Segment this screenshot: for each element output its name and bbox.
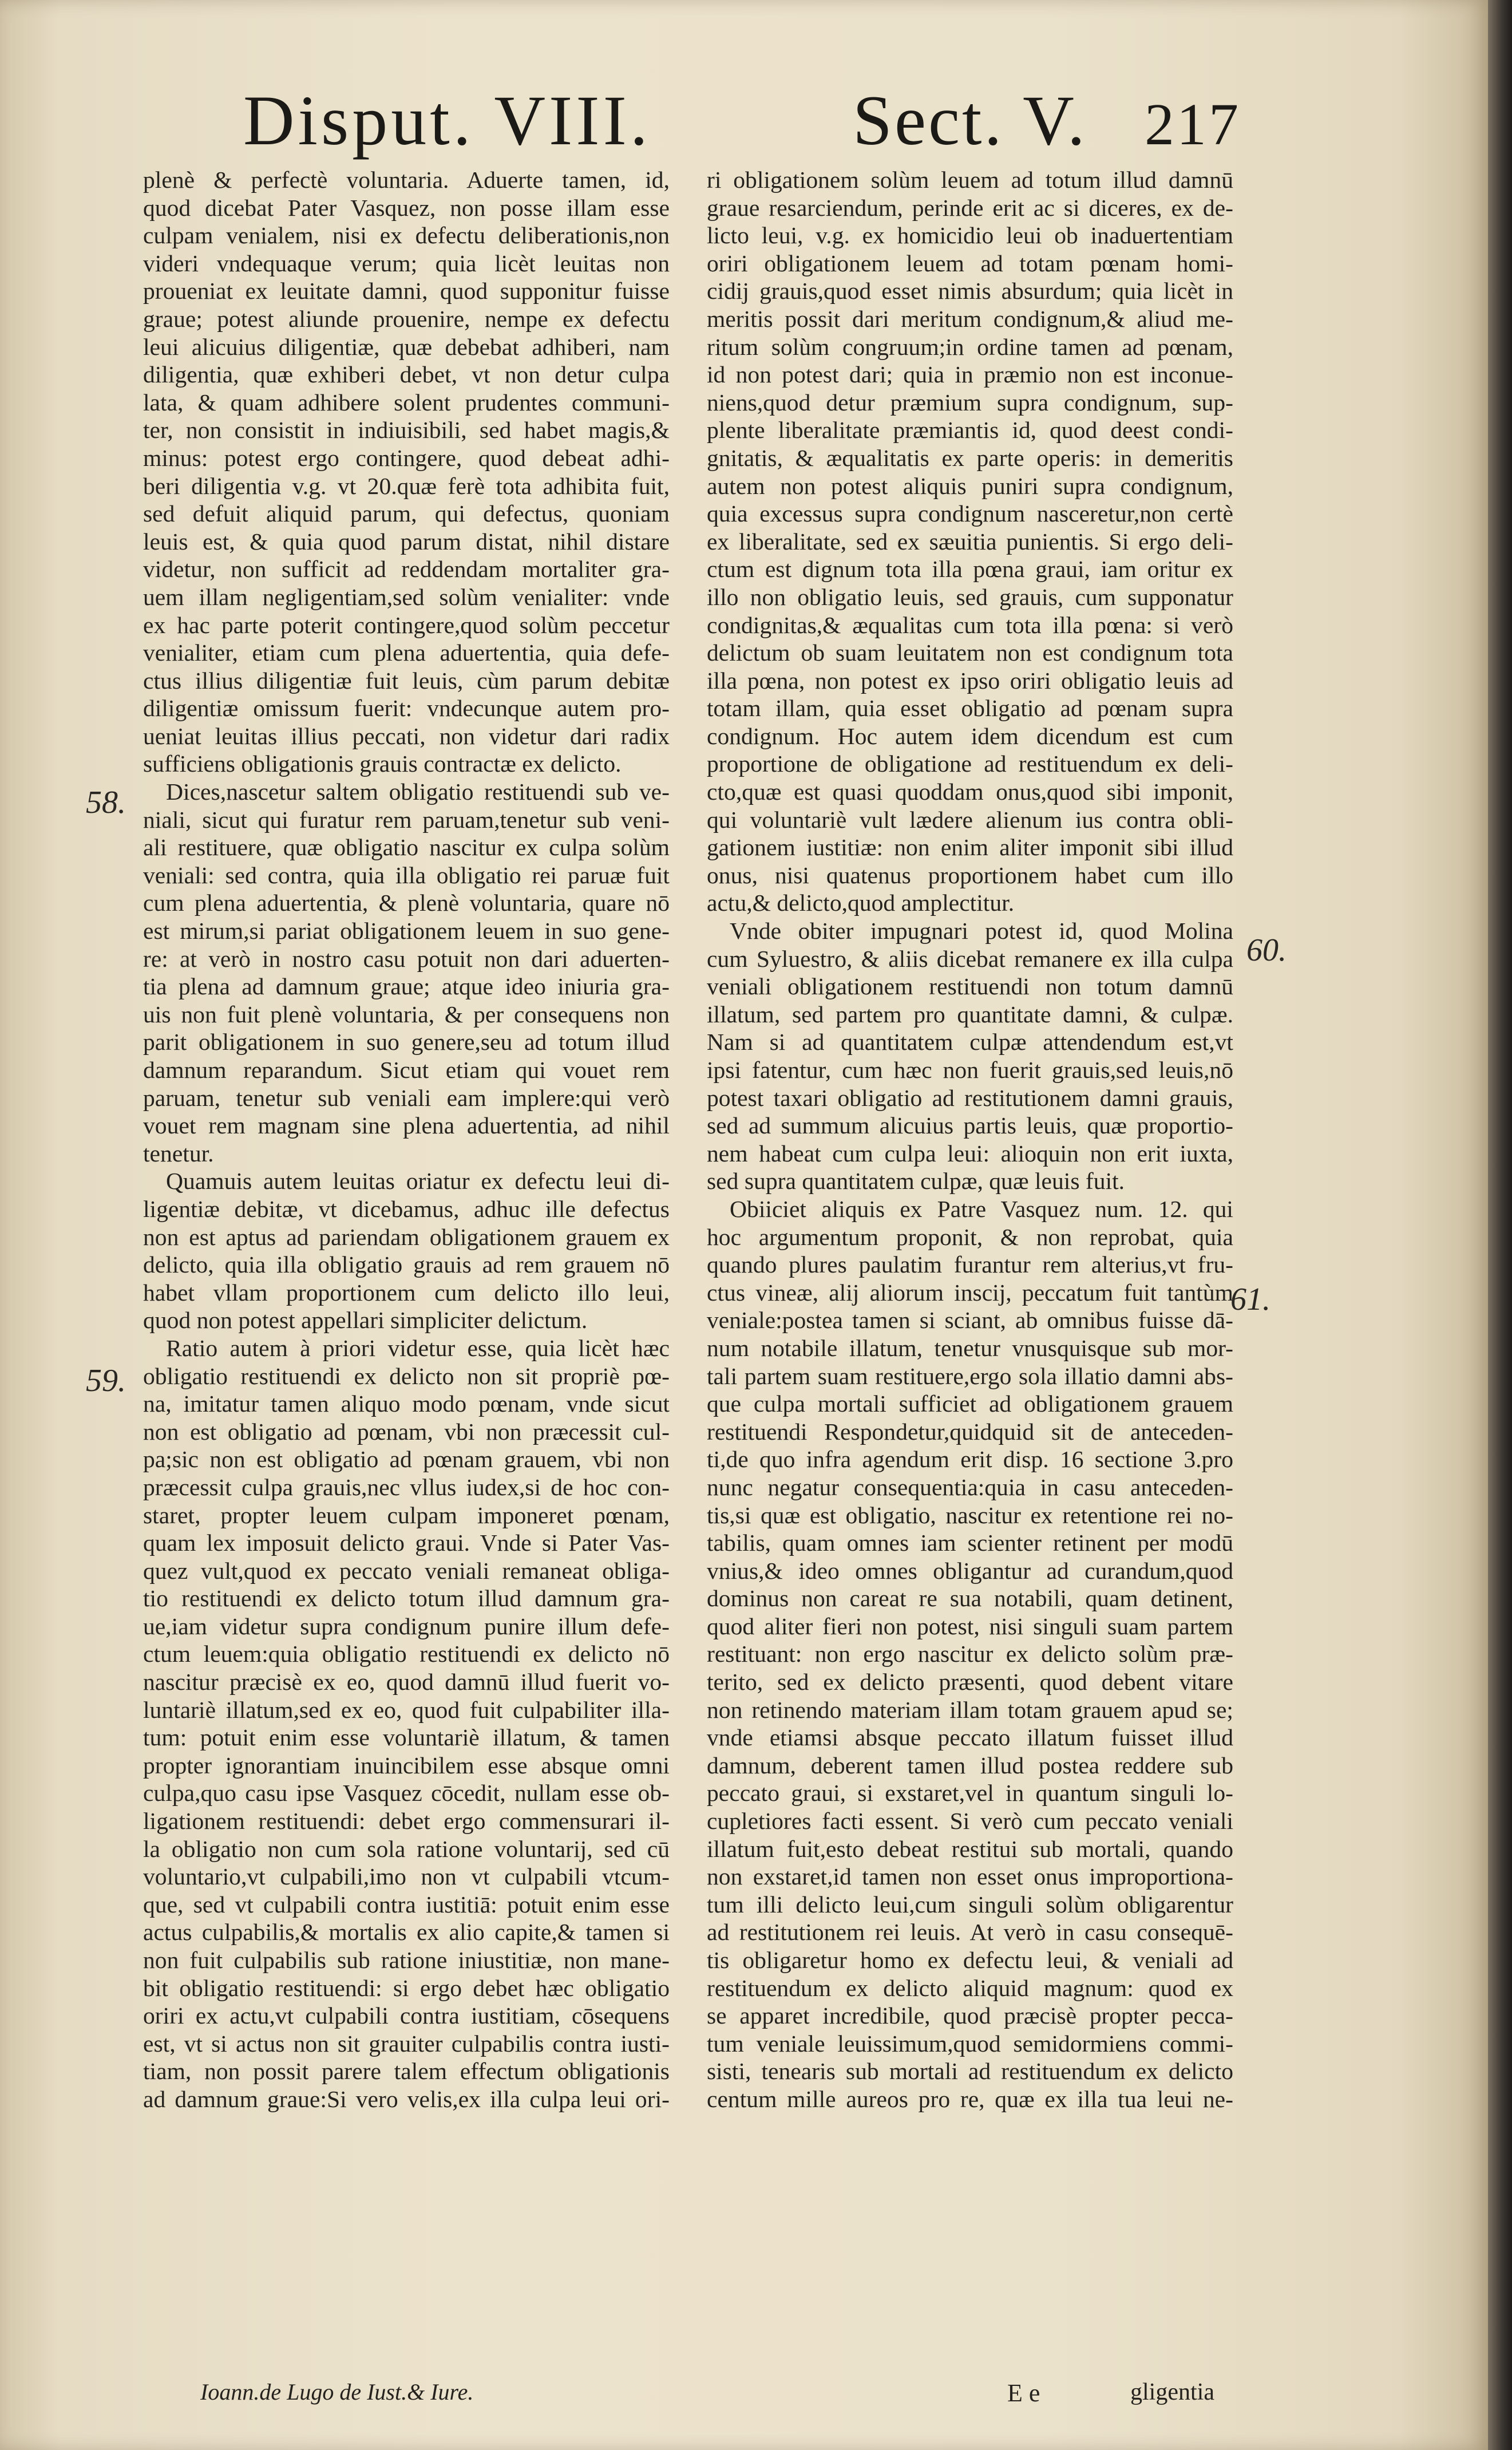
text-line: tali partem suam restituere,ergo sola illatio damni abs-: [707, 1362, 1233, 1389]
text-line: diligentia, quæ exhiberi debet, vt non detur culpa: [143, 361, 670, 388]
text-line: habet vllam proportionem cum delicto illo leui,: [143, 1279, 670, 1306]
text-line: condignum. Hoc autem idem dicendum est cum: [707, 722, 1233, 749]
text-line: diligentiæ omissum fuerit: vndecunque autem pro-: [143, 695, 670, 722]
text-line: videri vndequaque verum; quia licèt leuitas non: [143, 250, 670, 276]
right-text-column: [707, 166, 1233, 2113]
text-line: cto,quæ est quasi quoddam onus,quod sibi imponit,: [707, 779, 1233, 805]
text-line: beri diligentia v.g. vt 20.quæ ferè tota adhibita fuit,: [143, 472, 670, 499]
margin-number-59: 59.: [86, 1363, 126, 1398]
text-line: Vnde obiter impugnari potest id, quod Molina: [730, 918, 1233, 945]
text-line: staret, propter leuem culpam imponeret pœnam,: [143, 1501, 670, 1528]
text-line: ex hac parte poterit contingere,quod solùm peccetur: [143, 611, 670, 638]
page-number: 217: [1145, 92, 1241, 157]
text-line: sed ad summum alicuius partis leuis, quæ proportio-: [707, 1112, 1233, 1139]
text-line: quod dicebat Pater Vasquez, non posse illam esse: [143, 194, 670, 221]
text-line: cum plena aduertentia, & plenè voluntaria, quare nō: [143, 890, 670, 916]
text-line: voluntario,vt culpabili,imo non vt culpabili vtcum-: [143, 1863, 670, 1890]
text-line: sufficiens obligationis grauis contractæ ex delicto.: [143, 750, 622, 777]
text-line: tum: potuit enim esse voluntariè illatum, & tamen: [143, 1724, 670, 1751]
text-line: obligatio restituendi ex delicto non sit propriè pœ-: [143, 1362, 670, 1389]
page-edge-shadow: [1488, 0, 1512, 2450]
text-line: dominus non careat re sua notabili, quam detinent,: [707, 1585, 1233, 1612]
text-line: que, sed vt culpabili contra iustitiā: potuit enim esse: [143, 1891, 670, 1918]
footer-running-title: Ioann.de Lugo de Iust.& Iure.: [200, 2379, 474, 2405]
text-line: ctum est dignum tota illa pœna graui, iam oritur ex: [707, 556, 1233, 583]
text-line: culpa,quo casu ipse Vasquez cōcedit, nullam esse ob-: [143, 1780, 670, 1807]
text-line: illatum, sed partem pro quantitate damni, & culpæ.: [707, 1001, 1233, 1028]
text-line: oriri ex actu,vt culpabili contra iustitiam, cōsequens: [143, 2002, 670, 2029]
text-line: peccato graui, si exstaret,vel in quantum singuli lo-: [707, 1780, 1233, 1807]
text-line: Ratio autem à priori videtur esse, quia licèt hæc: [166, 1334, 670, 1361]
text-line: luntariè illatum,sed ex eo, quod fuit culpabiliter illa-: [143, 1696, 670, 1723]
text-line: ctum leuem:quia obligatio restituendi ex delicto nō: [143, 1641, 670, 1667]
text-line: id non potest dari; quia in præmio non est inconue-: [707, 361, 1233, 388]
text-line: terito, sed ex delicto præsenti, quod debent vitare: [707, 1669, 1233, 1696]
text-line: proportione de obligatione ad restituendum ex deli-: [707, 750, 1233, 777]
text-line: Obiiciet aliquis ex Patre Vasquez num. 12. qui: [730, 1195, 1233, 1222]
text-line: uis non fuit plenè voluntaria, & per consequens non: [143, 1001, 670, 1028]
text-line: non exstaret,id tamen non esset onus improportiona-: [707, 1863, 1233, 1890]
text-line: ipsi fatentur, cum hæc non fuerit grauis,sed leuis,nō: [707, 1057, 1233, 1083]
text-line: ue,iam videtur supra condignum punire illum defe-: [143, 1613, 670, 1639]
text-line: nascitur præcisè ex eo, quod damnū illud fuerit vo-: [143, 1669, 670, 1696]
text-line: damnum reparandum. Sicut etiam qui vouet rem: [143, 1057, 670, 1083]
text-line: vnde etiamsi absque peccato illatum fuisset illud: [707, 1724, 1233, 1751]
text-line: uem illam negligentiam,sed solùm venialiter: vnde: [143, 583, 670, 610]
text-line: cidij grauis,quod esset nimis absurdum; quia licèt in: [707, 278, 1233, 305]
text-line: gnitatis, & æqualitatis ex parte operis: in demeritis: [707, 444, 1233, 471]
text-line: est mirum,si pariat obligationem leuem in suo gene-: [143, 918, 670, 945]
text-line: tis obligaretur homo ex defectu leui, & veniali ad: [707, 1947, 1233, 1973]
text-line: la obligatio non cum sola ratione voluntarij, sed cū: [143, 1835, 670, 1862]
text-line: tabilis, quam omnes iam scienter retinent per modū: [707, 1530, 1233, 1556]
text-line: paruam, tenetur sub veniali eam implere:qui verò: [143, 1084, 670, 1111]
text-line: ad restitutionem rei leuis. At verò in casu consequē-: [707, 1919, 1233, 1946]
text-line: ex liberalitate, sed ex sæuitia punientis. Si ergo deli-: [707, 528, 1233, 555]
text-line: re: at verò in nostro casu potuit non dari aduerten-: [143, 945, 670, 972]
text-line: ali restituere, quæ obligatio nascitur ex culpa solùm: [143, 834, 670, 861]
text-line: ter, non consistit in indiuisibili, sed habet magis,&: [143, 417, 670, 444]
text-line: Nam si ad quantitatem culpæ attendendum est,vt: [707, 1029, 1233, 1056]
footer-signature-mark: E e: [1007, 2379, 1040, 2407]
text-line: quia excessus supra condignum nasceretur,non certè: [707, 500, 1233, 527]
margin-number-61: 61.: [1230, 1282, 1270, 1317]
text-line: sed defuit aliquid parum, qui defectus, quoniam: [143, 500, 670, 527]
text-line: illatum fuit,esto debeat restitui sub mortali, quando: [707, 1835, 1233, 1862]
text-line: restituendi Respondetur,quidquid sit de anteceden-: [707, 1418, 1233, 1445]
text-line: non fuit culpabilis sub ratione iniustitiæ, non mane-: [143, 1947, 670, 1973]
text-line: quando plures paulatim furantur rem alterius,vt fru-: [707, 1251, 1233, 1278]
text-line: culpam venialem, nisi ex defectu deliberationis,non: [143, 222, 670, 249]
text-line: plente liberalitate præmiantis id, quod deest condi-: [707, 417, 1233, 444]
text-line: ctus illius diligentiæ fuit leuis, cùm parum debitæ: [143, 667, 670, 694]
text-line: sisti, tenearis sub mortali ad restituendum ex delicto: [707, 2058, 1233, 2085]
text-line: nem habeat cum culpa leui: alioquin non erit iuxta,: [707, 1140, 1233, 1167]
text-line: tia plena ad damnum graue; atque ideo iniuria gra-: [143, 973, 670, 1000]
text-line: totam illam, quia esset obligatio ad pœnam supra: [707, 695, 1233, 722]
text-line: bit obligatio restituendi: si ergo debet hæc obligatio: [143, 1974, 670, 2001]
text-line: proueniat ex leuitate damni, quod supponitur fuisse: [143, 278, 670, 305]
text-line: pa;sic non est obligatio ad pœnam grauem, vbi non: [143, 1446, 670, 1473]
text-line: veniale:postea tamen si sciant, ab omnibus fuisse dā-: [707, 1307, 1233, 1334]
text-line: ueniat leuitas illius peccati, non videtur dari radix: [143, 722, 670, 749]
text-line: vouet rem magnam sine plena aduertentia, ad nihil: [143, 1112, 670, 1139]
text-line: minus: potest ergo contingere, quod debeat adhi-: [143, 444, 670, 471]
text-line: niens,quod detur præmium supra condignum, sup-: [707, 389, 1233, 416]
text-line: graue; potest aliunde prouenire, nempe ex defectu: [143, 305, 670, 332]
margin-number-60: 60.: [1246, 932, 1287, 968]
text-line: ti,de quo infra agendum erit disp. 16 sectione 3.pro: [707, 1446, 1233, 1473]
text-line: plenè & perfectè voluntaria. Aduerte tamen, id,: [143, 167, 670, 193]
text-line: hoc argumentum proponit, & non reprobat, quia: [707, 1223, 1233, 1250]
text-line: damnum, deberent tamen illud postea reddere sub: [707, 1752, 1233, 1779]
text-line: meritis possit dari meritum condignum,& aliud me-: [707, 305, 1233, 332]
text-line: est, vt si actus non sit grauiter culpabilis contra iusti-: [143, 2030, 670, 2057]
running-head-disputation: Disput. VIII.: [243, 81, 651, 160]
text-line: quez vult,quod ex peccato veniali remaneat obliga-: [143, 1557, 670, 1584]
text-line: niali, sicut qui furatur rem paruam,tenetur sub veni-: [143, 806, 670, 833]
text-line: Quamuis autem leuitas oriatur ex defectu leui di-: [166, 1168, 670, 1195]
text-line: gationem iustitiæ: non enim aliter imponit sibi illud: [707, 834, 1233, 861]
text-line: ri obligationem solùm leuem ad totum illud damnū: [707, 167, 1233, 193]
text-line: autem non potest aliquis puniri supra condignum,: [707, 472, 1233, 499]
text-line: delictum ob suam leuitatem non est condignum tota: [707, 639, 1233, 666]
text-line: ritum solùm congruum;in ordine tamen ad pœnam,: [707, 333, 1233, 360]
left-text-column: [143, 166, 670, 2113]
text-line: sed supra quantitatem culpæ, quæ leuis fuit.: [707, 1168, 1125, 1195]
text-line: licto leui, v.g. ex homicidio leui ob inaduertentiam: [707, 222, 1233, 249]
text-line: tum veniale leuissimum,quod semidormiens commi-: [707, 2030, 1233, 2057]
text-line: tum illi delicto leui,cum singuli solùm obligarentur: [707, 1891, 1233, 1918]
text-line: videtur, non sufficit ad reddendam mortaliter gra-: [143, 556, 670, 583]
text-line: quod aliter fieri non potest, nisi singuli suam partem: [707, 1613, 1233, 1639]
text-line: leui alicuius diligentiæ, quæ debebat adhiberi, nam: [143, 333, 670, 360]
text-line: tis,si quæ est obligatio, nascitur ex retentione rei no-: [707, 1501, 1233, 1528]
text-line: veniali obligationem restituendi non totum damnū: [707, 973, 1233, 1000]
text-line: qui voluntariè vult lædere alienum ius contra obli-: [707, 806, 1233, 833]
text-line: quam lex imposuit delicto graui. Vnde si Pater Vas-: [143, 1530, 670, 1556]
text-line: potest taxari obligatio ad restitutionem damni grauis,: [707, 1084, 1233, 1111]
text-line: tiam, non possit parere talem effectum obligationis: [143, 2058, 670, 2085]
text-line: Dices,nascetur saltem obligatio restituendi sub ve-: [166, 779, 670, 805]
text-line: propter ignorantiam inuincibilem esse absque omni: [143, 1752, 670, 1779]
text-line: præcessit culpa grauis,nec vllus iudex,si de hoc con-: [143, 1473, 670, 1500]
text-line: vnius,& ideo omnes obligantur ad curandum,quod: [707, 1557, 1233, 1584]
text-line: veniali: sed contra, quia illa obligatio rei paruæ fuit: [143, 862, 670, 888]
text-line: parit obligationem in suo genere,seu ad totum illud: [143, 1029, 670, 1056]
text-line: onus, nisi quatenus proportionem habet cum illo: [707, 862, 1233, 888]
text-line: cum Syluestro, & aliis dicebat remanere ex illa culpa: [707, 945, 1233, 972]
text-line: non est aptus ad pariendam obligationem grauem ex: [143, 1223, 670, 1250]
text-line: ctus vineæ, alij aliorum inscij, peccatum fuit tantùm: [707, 1279, 1233, 1306]
text-line: ad damnum graue:Si vero velis,ex illa culpa leui ori-: [143, 2085, 670, 2112]
text-line: ligationem restituendi: debet ergo commensurari il-: [143, 1808, 670, 1835]
margin-number-58: 58.: [86, 785, 126, 820]
text-line: graue resarciendum, perinde erit ac si diceres, ex de-: [707, 194, 1233, 221]
text-line: non retinendo materiam illam totam grauem apud se;: [707, 1696, 1233, 1723]
text-line: se apparet incredibile, quod præcisè propter pecca-: [707, 2002, 1233, 2029]
text-line: que culpa mortali sufficiet ad obligationem grauem: [707, 1390, 1233, 1417]
text-line: non est obligatio ad pœnam, vbi non præcessit cul-: [143, 1418, 670, 1445]
text-line: tenetur.: [143, 1140, 214, 1167]
text-line: actu,& delicto,quod amplectitur.: [707, 890, 1015, 916]
text-line: lata, & quam adhibere solent prudentes communi-: [143, 389, 670, 416]
text-line: tio restituendi ex delicto totum illud damnum gra-: [143, 1585, 670, 1612]
text-line: ligentiæ debitæ, vt dicebamus, adhuc ille defectus: [143, 1195, 670, 1222]
text-line: restituendum ex delicto aliquid magnum: quod ex: [707, 1974, 1233, 2001]
text-line: illa pœna, non potest ex ipso oriri obligatio leuis ad: [707, 667, 1233, 694]
text-line: quod non potest appellari simpliciter delictum.: [143, 1307, 588, 1334]
text-line: illo non obligatio leuis, sed grauis, cum supponatur: [707, 583, 1233, 610]
footer-catchword: gligentia: [1130, 2379, 1214, 2405]
text-line: nunc negatur consequentia:quia in casu anteceden-: [707, 1473, 1233, 1500]
running-head-section: Sect. V.: [853, 81, 1087, 160]
text-line: restituant: non ergo nascitur ex delicto solùm præ-: [707, 1641, 1233, 1667]
text-line: delicto, quia illa obligatio grauis ad rem grauem nō: [143, 1251, 670, 1278]
text-line: na, imitatur tamen aliquo modo pœnam, vnde sicut: [143, 1390, 670, 1417]
text-line: oriri obligationem leuem ad totam pœnam homi-: [707, 250, 1233, 276]
text-line: num notabile illatum, tenetur vnusquisque sub mor-: [707, 1334, 1233, 1361]
text-line: venialiter, etiam cum plena aduertentia, quia defe-: [143, 639, 670, 666]
text-line: actus culpabilis,& mortalis ex alio capite,& tamen si: [143, 1919, 670, 1946]
text-line: condignitas,& æqualitas cum tota illa pœna: si verò: [707, 611, 1233, 638]
text-line: centum mille aureos pro re, quæ ex illa tua leui ne-: [707, 2085, 1233, 2112]
text-line: cupletiores facti essent. Si verò cum peccato veniali: [707, 1808, 1233, 1835]
text-line: leuis est, & quia quod parum distat, nihil distare: [143, 528, 670, 555]
